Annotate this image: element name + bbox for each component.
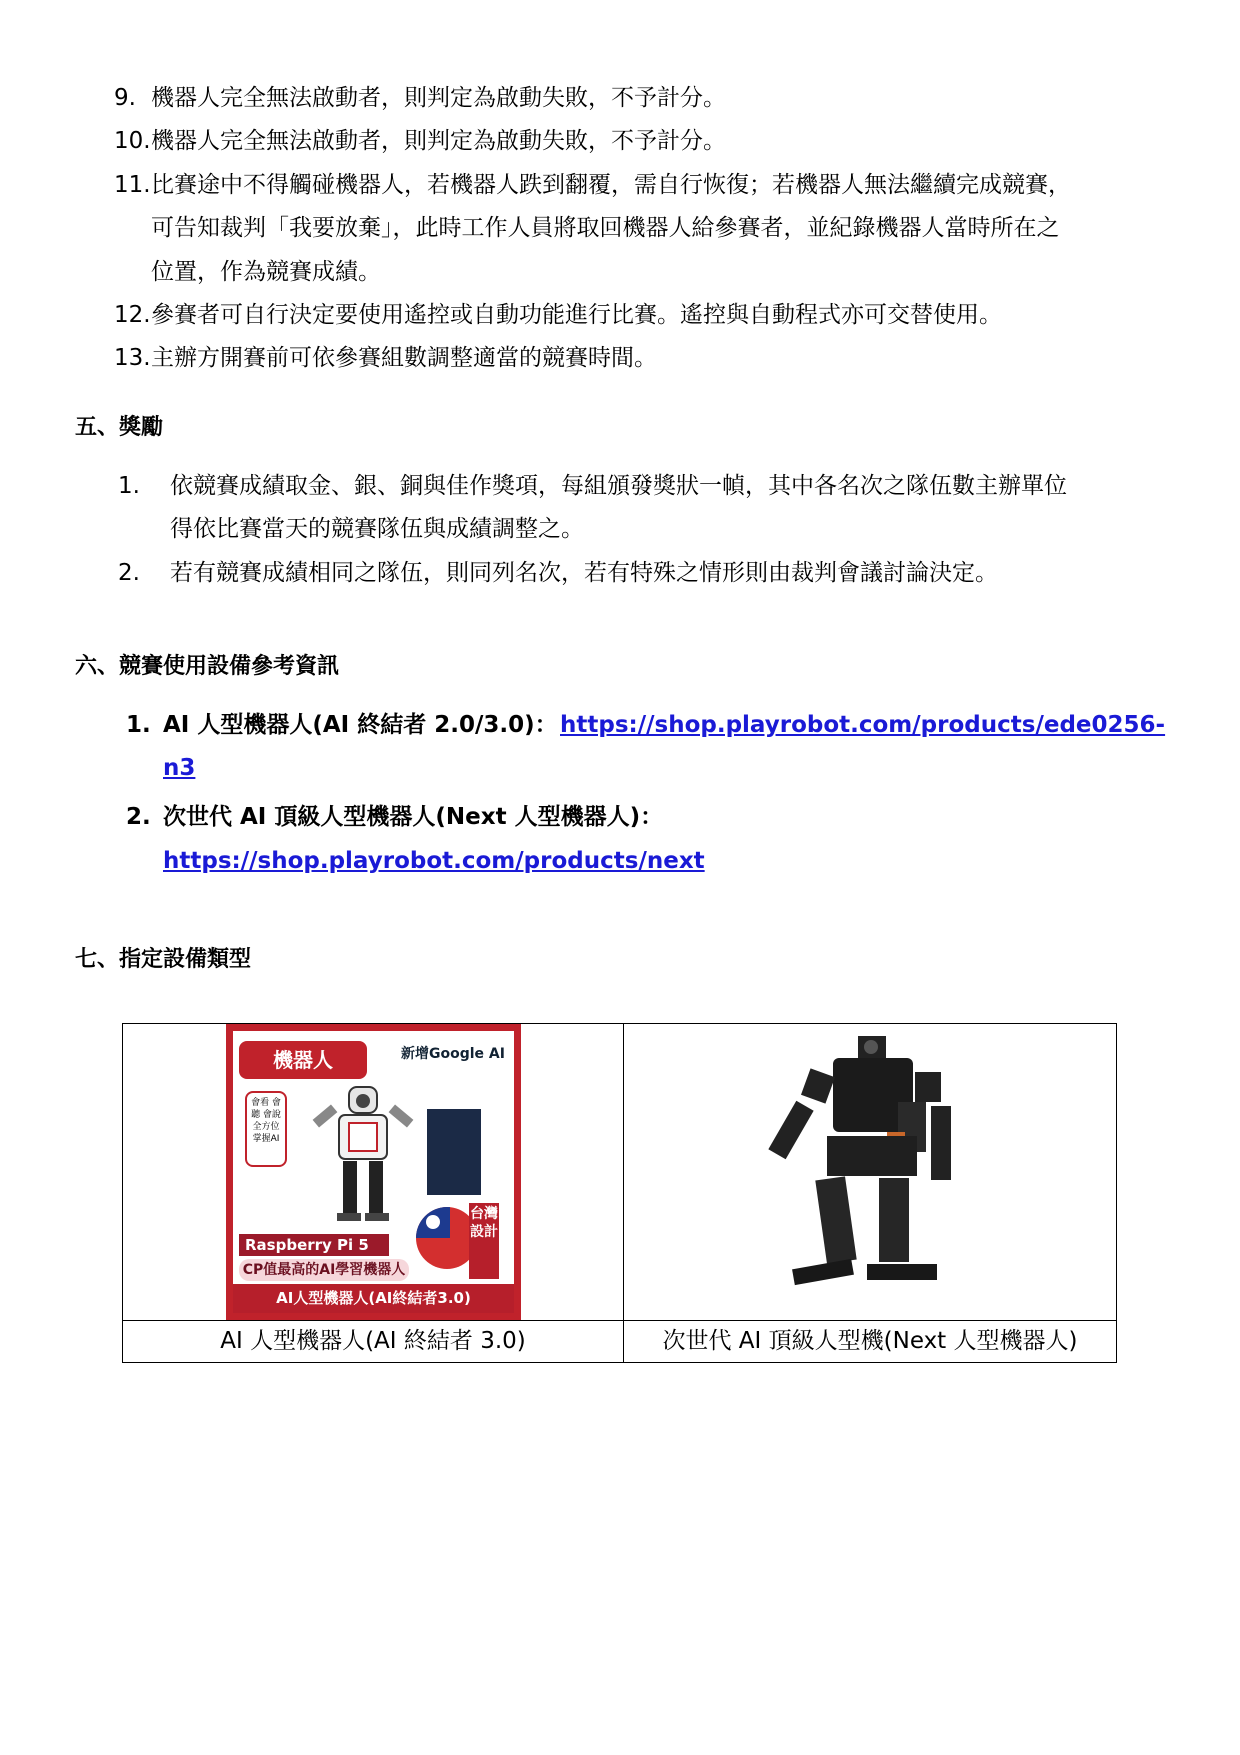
- equipment-link[interactable]: https://shop.playrobot.com/products/next: [163, 848, 705, 874]
- white-humanoid-robot-icon: [303, 1081, 423, 1231]
- reward-number: 2.: [118, 560, 140, 586]
- equipment-link-continued[interactable]: n3: [163, 755, 196, 781]
- poster-tagline: CP值最高的AI學習機器人: [239, 1259, 409, 1281]
- rule-text: 機器人完全無法啟動者，則判定為啟動失敗，不予計分。: [151, 128, 726, 154]
- column-divider: [623, 1024, 624, 1362]
- poster-body: [233, 1031, 514, 1313]
- poster-feature-bubble: 會看 會聽 會說 全方位 掌握AI: [245, 1091, 287, 1167]
- rule-text: 比賽途中不得觸碰機器人，若機器人跌到翻覆，需自行恢復；若機器人無法繼續完成競賽，: [151, 172, 1071, 198]
- reward-text: 得依比賽當天的競賽隊伍與成績調整之。: [170, 516, 584, 542]
- book-cover-image: [427, 1109, 481, 1195]
- poster-footer: AI人型機器人(AI終結者3.0): [233, 1284, 514, 1313]
- equipment-table: [122, 1023, 1117, 1363]
- reward-text: 若有競賽成績相同之隊伍，則同列名次，若有特殊之情形則由裁判會議討論決定。: [170, 560, 998, 586]
- rule-text: 參賽者可自行決定要使用遙控或自動功能進行比賽。遙控與自動程式亦可交替使用。: [151, 302, 1002, 328]
- rule-text: 機器人完全無法啟動者，則判定為啟動失敗，不予計分。: [151, 85, 726, 111]
- section-heading-equipment-info: 六、競賽使用設備參考資訊: [75, 654, 340, 679]
- flag-sun: [426, 1215, 440, 1229]
- poster-google-ai-tag: 新增Google AI: [401, 1046, 505, 1062]
- caption-ai-robot: AI 人型機器人(AI 終結者 3.0): [220, 1328, 526, 1354]
- equipment-label: AI 人型機器人(AI 終結者 2.0/3.0)：: [163, 712, 558, 738]
- rule-text: 位置，作為競賽成績。: [151, 259, 381, 285]
- rule-number: 10.: [114, 128, 151, 154]
- equipment-link[interactable]: https://shop.playrobot.com/products/ede0256-: [560, 712, 1166, 738]
- reward-text: 依競賽成績取金、銀、銅與佳作獎項，每組頒發獎狀一幀，其中各名次之隊伍數主辦單位: [170, 473, 1067, 499]
- rule-number: 12.: [114, 302, 151, 328]
- raspberry-pi-label: Raspberry Pi 5: [239, 1234, 389, 1256]
- ai-robot-poster-image: [226, 1024, 521, 1320]
- equipment-number: 1.: [126, 712, 151, 738]
- caption-next-robot: 次世代 AI 頂級人型機(Next 人型機器人): [662, 1328, 1078, 1354]
- poster-brand-badge: 機器人: [239, 1041, 367, 1079]
- equipment-number: 2.: [126, 804, 151, 830]
- rule-number: 9.: [114, 85, 136, 111]
- section-heading-rewards: 五、獎勵: [75, 415, 164, 440]
- rule-text: 主辦方開賽前可依參賽組數調整適當的競賽時間。: [151, 345, 657, 371]
- section-heading-designated-equipment: 七、指定設備類型: [75, 947, 252, 972]
- rule-text: 可告知裁判「我要放棄」，此時工作人員將取回機器人給參賽者，並紀錄機器人當時所在之: [151, 215, 1060, 241]
- black-humanoid-robot-image: [763, 1032, 993, 1312]
- taiwan-design-badge: 台灣設計: [469, 1203, 499, 1279]
- equipment-label: 次世代 AI 頂級人型機器人(Next 人型機器人)：: [163, 804, 664, 830]
- rule-number: 11.: [114, 172, 151, 198]
- reward-number: 1.: [118, 473, 140, 499]
- rule-number: 13.: [114, 345, 151, 371]
